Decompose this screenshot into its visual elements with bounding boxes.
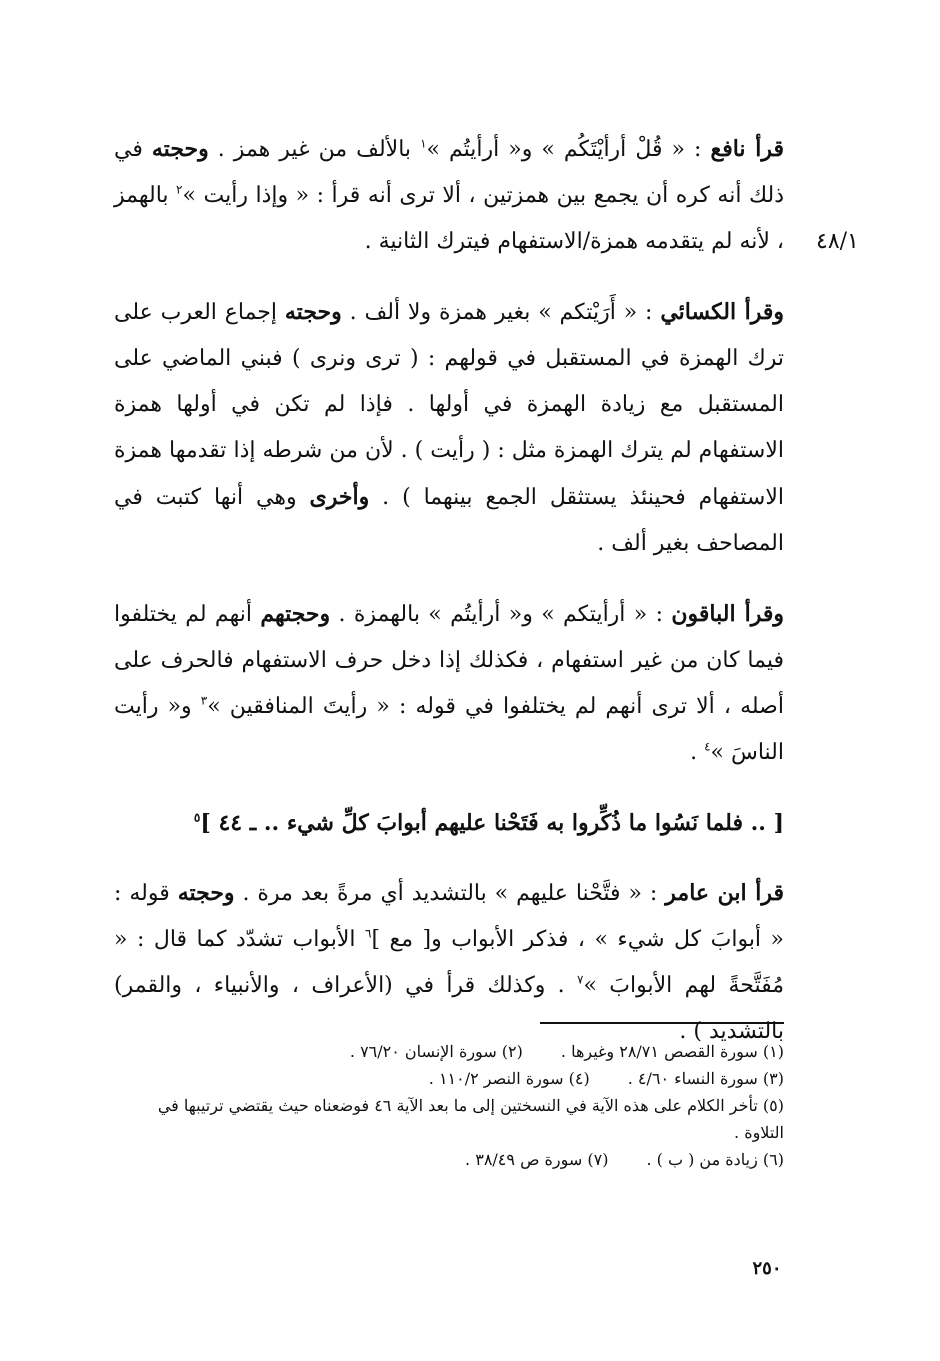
page-number: ٢٥٠ [752, 1258, 782, 1279]
paragraph-text: قوله : « أبوابَ كل شيء » ، فذكر الأبواب و[ مع ] [114, 881, 784, 952]
paragraph-baqun [114, 591, 784, 776]
paragraph-text: : « فتَّحْنا عليهم » بالتشديد أي مرةً بعد مرة . [234, 881, 666, 906]
argument-label: وحجته [284, 299, 342, 325]
footnote-5: (٥) تأخر الكلام على هذه الآية في النسختين إلى ما بعد الآية ٤٦ فوضعناه حيث يقتضي ترتيبها في التلاوة . [157, 1096, 784, 1142]
paragraph-nafi [114, 126, 784, 265]
paragraph-ibn-amir [114, 870, 784, 1055]
paragraph-text: : « أرأيتكم » و« أرأيتُم » بالهمزة . [330, 602, 672, 627]
footnote-marker: ٤ [704, 739, 711, 754]
margin-reference: ٤٨/١ [816, 229, 859, 254]
footnote-marker: ٢ [176, 182, 183, 197]
footnote-row [114, 1146, 784, 1173]
paragraph-text: : « قُلْ أرأيْتَكُم » و« أرأيتُم » [426, 137, 711, 162]
footnote-2: (٢) سورة الإنسان ٧٦/٢٠ . [349, 1042, 523, 1061]
argument-label: وأخرى [309, 484, 370, 510]
quran-verse [114, 800, 784, 846]
paragraph-text: إجماع العرب على ترك الهمزة في المستقبل في قولهم : ( ترى ونرى ) فبني الماضي على المستقبل مع زيادة الهمزة في أولها . فإذا لم تكن في أولها همزة الاستفهام لم يترك الهمزة مثل : ( رأيت ) . لأن من شرطه إذا تقدمها همزة الاستفهام فحينئذ يستثقل الجمع بينهما ) . [114, 300, 785, 510]
footnote-6: (٦) زيادة من ( ب ) . [646, 1150, 784, 1169]
argument-label: وحجته [151, 136, 209, 162]
footnote-marker: ٣ [200, 693, 208, 708]
paragraph-kisai [114, 289, 784, 567]
footnote-row [114, 1065, 784, 1092]
reader-name: وقرأ الباقون [671, 601, 784, 627]
paragraph-text: و« رأيت الناسَ » [114, 694, 784, 765]
footnote-marker: ٦ [365, 926, 372, 941]
footnote-marker: ١ [420, 136, 427, 151]
footnote-3: (٣) سورة النساء ٤/٦٠ . [627, 1069, 784, 1088]
paragraph-text: بالألف من غير همز . [208, 137, 421, 162]
reader-name: وقرأ الكسائي [660, 299, 784, 325]
argument-label: وحجته [177, 880, 235, 906]
paragraph-text: . وكذلك قرأ في (الأعراف ، والأنبياء ، والقمر) بالتشديد ) . [114, 973, 784, 1044]
footnote-7: (٧) سورة ص ٣٨/٤٩ . [465, 1150, 609, 1169]
footnote-marker: ٧ [577, 972, 584, 987]
paragraph-text: وهي أنها كتبت في المصاحف بغير ألف . [114, 485, 784, 556]
main-text [114, 126, 784, 1079]
paragraph-text: الأبواب تشدّد كما قال : « مُفَتَّحةً لهم الأبوابَ » [114, 927, 784, 998]
argument-label: وحجتهم [260, 601, 331, 627]
paragraph-text: أنهم لم يختلفوا فيما كان من غير استفهام ، فكذلك إذا دخل حرف الاستفهام فالحرف على أصله ، ألا ترى أنهم لم يختلفوا في قوله : « رأيتَ المنافقين » [114, 602, 784, 719]
paragraph-text: في ذلك أنه كره أن يجمع بين همزتين ، ألا ترى أنه قرأ : « وإذا رأيت » [114, 137, 784, 208]
paragraph-text: : « أَرَيْتكم » بغير همزة ولا ألف . [341, 300, 661, 325]
paragraph-text: بالهمز ، لأنه لم يتقدمه همزة/الاستفهام فيترك الثانية . [114, 183, 784, 254]
reader-name: قرأ نافع [710, 136, 785, 162]
footnote-1: (١) سورة القصص ٢٨/٧١ وغيرها . [560, 1042, 784, 1061]
paragraph-text: . [690, 740, 705, 765]
footnote-4: (٤) سورة النصر ١١٠/٢ . [428, 1069, 590, 1088]
footnote-row [114, 1038, 784, 1065]
reader-name: قرأ ابن عامر [665, 880, 784, 906]
footnotes [114, 1038, 784, 1173]
footnote-divider [540, 1022, 784, 1024]
verse-text: [ .. فلما نَسُوا ما ذُكِّروا به فَتَحْنا عليهم أبوابَ كلِّ شيء .. ـ ٤٤ ] [200, 810, 784, 836]
footnote-marker: ٥ [193, 810, 201, 825]
